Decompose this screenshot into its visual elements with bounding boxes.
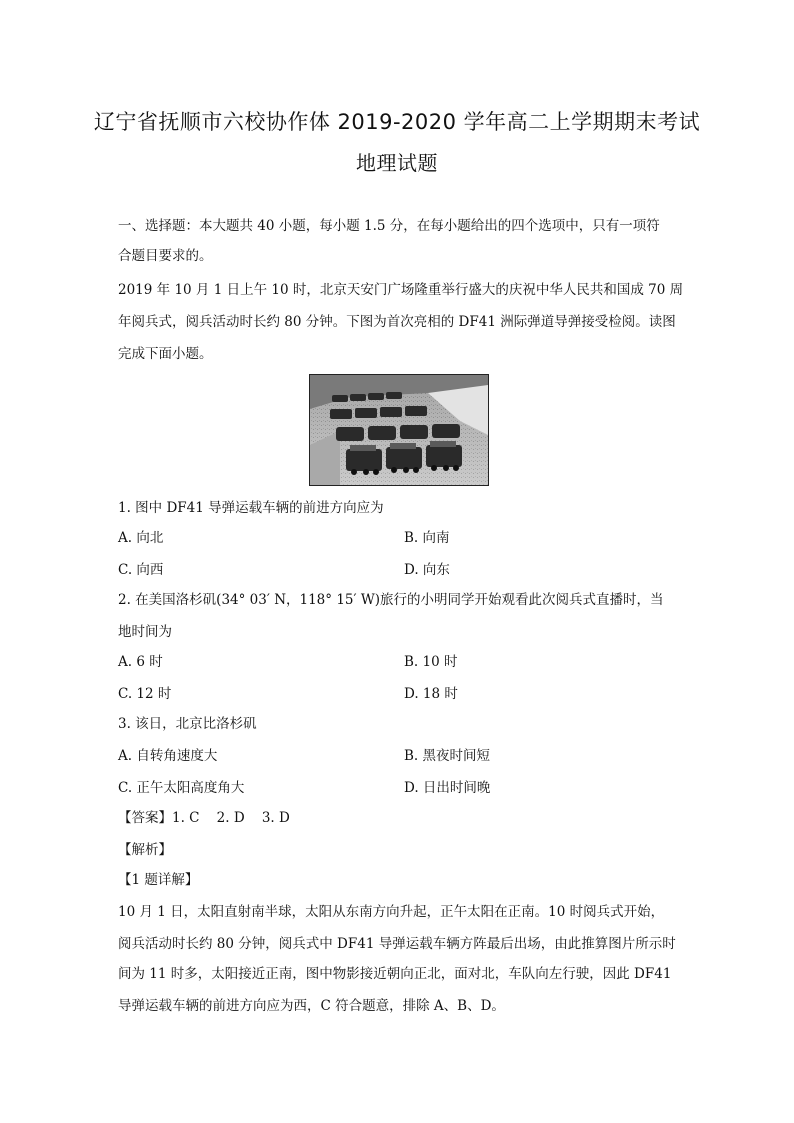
explanation-line-2: 阅兵活动时长约 80 分钟，阅兵式中 DF41 导弹运载车辆方阵最后出场，由此推算图片所示时	[118, 936, 676, 952]
question-3-option-d: D. 日出时间晚	[404, 780, 491, 796]
question-2-stem-line-2: 地时间为	[118, 624, 172, 640]
analysis-label: 【解析】	[118, 842, 172, 858]
question-1-option-d: D. 向东	[404, 562, 450, 578]
missile-parade-photo	[309, 374, 489, 486]
question-3-option-a: A. 自转角速度大	[118, 748, 218, 764]
document-subtitle: 地理试题	[356, 151, 438, 175]
question-2-option-d: D. 18 时	[404, 686, 458, 702]
question-2-option-a: A. 6 时	[118, 654, 163, 670]
passage-line-1: 2019 年 10 月 1 日上午 10 时，北京天安门广场隆重举行盛大的庆祝中华人民共和国成 70 周	[118, 282, 684, 298]
question-2-option-c: C. 12 时	[118, 686, 172, 702]
question-1-option-c: C. 向西	[118, 562, 164, 578]
question-3-option-c: C. 正午太阳高度角大	[118, 780, 245, 796]
question-3-option-b: B. 黑夜时间短	[404, 748, 491, 764]
question-1-stem: 1. 图中 DF41 导弹运载车辆的前进方向应为	[118, 500, 384, 516]
instructions-line-1: 一、选择题：本大题共 40 小题，每小题 1.5 分，在每小题给出的四个选项中，只有一项符	[118, 218, 660, 234]
detail-label: 【1 题详解】	[118, 872, 199, 888]
question-3-stem: 3. 该日，北京比洛杉矶	[118, 716, 257, 732]
document-title: 辽宁省抚顺市六校协作体 2019-2020 学年高二上学期期末考试	[93, 110, 701, 134]
question-2-stem-line-1: 2. 在美国洛杉矶(34° 03′ N，118° 15′ W)旅行的小明同学开始观看此次阅兵式直播时，当	[118, 592, 664, 608]
passage-line-3: 完成下面小题。	[118, 346, 213, 362]
question-2-option-b: B. 10 时	[404, 654, 458, 670]
question-1-option-a: A. 向北	[118, 530, 164, 546]
answer-line: 【答案】1. C 2. D 3. D	[118, 810, 290, 826]
instructions-line-2: 合题目要求的。	[118, 248, 213, 264]
explanation-line-1: 10 月 1 日，太阳直射南半球，太阳从东南方向升起，正午太阳在正南。10 时阅兵式开始，	[118, 904, 665, 920]
explanation-line-4: 导弹运载车辆的前进方向应为西，C 符合题意，排除 A、B、D。	[118, 998, 505, 1014]
passage-line-2: 年阅兵式，阅兵活动时长约 80 分钟。下图为首次亮相的 DF41 洲际弹道导弹接受检阅。读图	[118, 314, 676, 330]
explanation-line-3: 间为 11 时多，太阳接近正南，图中物影接近朝向正北，面对北，车队向左行驶，因此 DF41	[118, 966, 672, 982]
question-1-option-b: B. 向南	[404, 530, 450, 546]
